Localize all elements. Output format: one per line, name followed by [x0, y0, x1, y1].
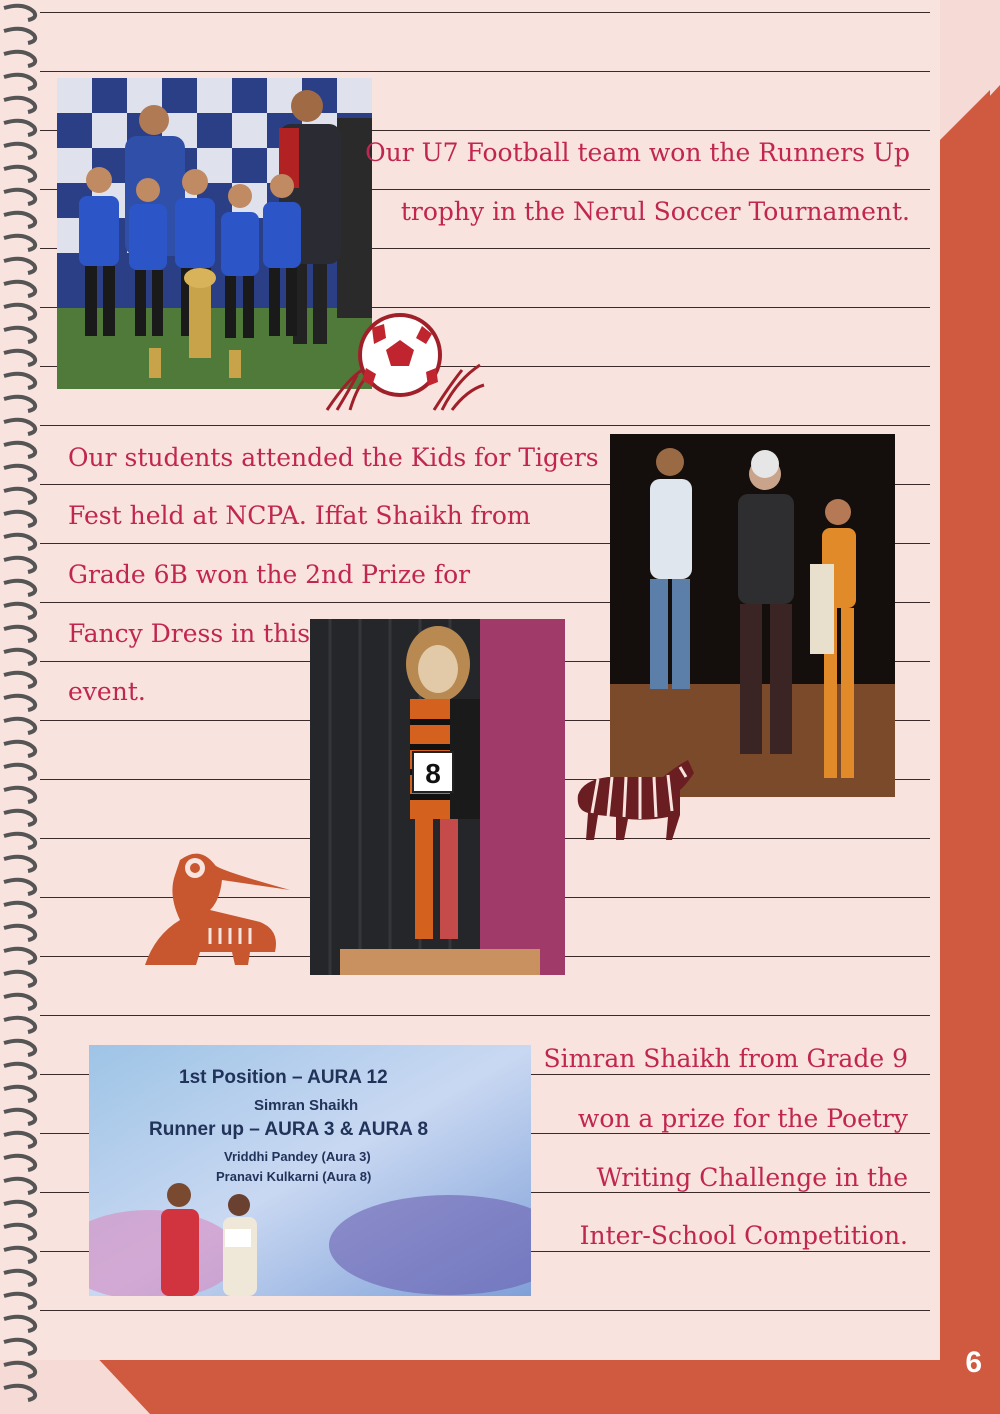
bird-icon — [140, 840, 290, 970]
ruled-line — [40, 425, 930, 426]
spiral-ring — [4, 121, 35, 135]
spiral-ring — [4, 374, 35, 388]
spiral-ring — [4, 98, 35, 112]
spiral-ring — [4, 1363, 35, 1377]
spiral-ring — [4, 512, 35, 526]
spiral-ring — [4, 696, 35, 710]
spiral-ring — [4, 6, 35, 20]
poetry-text-line-2: won a prize for the Poetry — [577, 1104, 908, 1133]
page-number: 6 — [965, 1346, 982, 1379]
ruled-line — [40, 71, 930, 72]
spiral-ring — [4, 949, 35, 963]
spiral-ring — [4, 466, 35, 480]
spiral-ring — [4, 1317, 35, 1331]
spiral-ring — [4, 397, 35, 411]
spiral-ring — [4, 719, 35, 733]
spiral-ring — [4, 420, 35, 434]
spiral-ring — [4, 1294, 35, 1308]
spiral-ring — [4, 1087, 35, 1101]
spiral-ring — [4, 1386, 35, 1400]
spiral-ring — [4, 535, 35, 549]
zebra-icon — [568, 755, 698, 845]
tiger-lion-costume-photo — [310, 619, 565, 975]
spiral-ring — [4, 673, 35, 687]
board-line-2: Simran Shaikh — [254, 1097, 359, 1114]
spiral-ring — [4, 880, 35, 894]
spiral-ring — [4, 1179, 35, 1193]
spiral-ring — [4, 1248, 35, 1262]
tigers-text-line-2: Fest held at NCPA. Iffat Shaikh from — [68, 501, 531, 530]
spiral-ring — [4, 328, 35, 342]
aura-board-photo — [89, 1045, 531, 1296]
spiral-ring — [4, 1110, 35, 1124]
spiral-ring — [4, 811, 35, 825]
spiral-ring — [4, 1041, 35, 1055]
board-line-5: Pranavi Kulkarni (Aura 8) — [216, 1169, 372, 1184]
spiral-binding — [0, 0, 48, 1414]
tigers-text-line-3: Grade 6B won the 2nd Prize for — [68, 560, 471, 589]
poetry-text-line-4: Inter-School Competition. — [579, 1221, 908, 1250]
spiral-ring — [4, 29, 35, 43]
spiral-ring — [4, 1018, 35, 1032]
football-text-line-1: Our U7 Football team won the Runners Up — [365, 138, 910, 167]
spiral-ring — [4, 1202, 35, 1216]
ruled-line — [40, 1015, 930, 1016]
spiral-ring — [4, 1340, 35, 1354]
spiral-ring — [4, 167, 35, 181]
spiral-ring — [4, 765, 35, 779]
spiral-ring — [4, 282, 35, 296]
spiral-ring — [4, 834, 35, 848]
tigers-text-line-1: Our students attended the Kids for Tigers — [68, 443, 599, 472]
spiral-ring — [4, 1271, 35, 1285]
spiral-ring — [4, 1156, 35, 1170]
spiral-ring — [4, 995, 35, 1009]
spiral-ring — [4, 650, 35, 664]
board-line-3: Runner up – AURA 3 & AURA 8 — [149, 1119, 429, 1140]
board-line-1: 1st Position – AURA 12 — [179, 1067, 388, 1088]
spiral-ring — [4, 236, 35, 250]
spiral-ring — [4, 190, 35, 204]
spiral-ring — [4, 972, 35, 986]
poetry-text-line-1: Simran Shaikh from Grade 9 — [543, 1044, 908, 1073]
spiral-ring — [4, 351, 35, 365]
spiral-ring — [4, 213, 35, 227]
tigers-text-line-5: event. — [68, 677, 146, 706]
spiral-ring — [4, 1225, 35, 1239]
spiral-ring — [4, 558, 35, 572]
spiral-ring — [4, 259, 35, 273]
spiral-ring — [4, 144, 35, 158]
costume-bib-number: 8 — [425, 758, 441, 789]
spiral-ring — [4, 604, 35, 618]
spiral-ring — [4, 926, 35, 940]
spiral-ring — [4, 305, 35, 319]
spiral-ring — [4, 903, 35, 917]
football-icon — [322, 310, 487, 415]
board-line-4: Vriddhi Pandey (Aura 3) — [224, 1149, 371, 1164]
spiral-ring — [4, 489, 35, 503]
stage-award-photo — [610, 434, 895, 797]
spiral-ring — [4, 857, 35, 871]
ruled-line — [40, 12, 930, 13]
poetry-text-line-3: Writing Challenge in the — [596, 1163, 908, 1192]
spiral-ring — [4, 742, 35, 756]
spiral-ring — [4, 75, 35, 89]
ruled-line — [40, 1310, 930, 1311]
spiral-ring — [4, 443, 35, 457]
spiral-ring — [4, 627, 35, 641]
football-text-line-2: trophy in the Nerul Soccer Tournament. — [400, 197, 910, 226]
spiral-ring — [4, 581, 35, 595]
tigers-text-line-4: Fancy Dress in this — [68, 619, 311, 648]
spiral-ring — [4, 52, 35, 66]
spiral-ring — [4, 1064, 35, 1078]
spiral-ring — [4, 1133, 35, 1147]
spiral-ring — [4, 788, 35, 802]
